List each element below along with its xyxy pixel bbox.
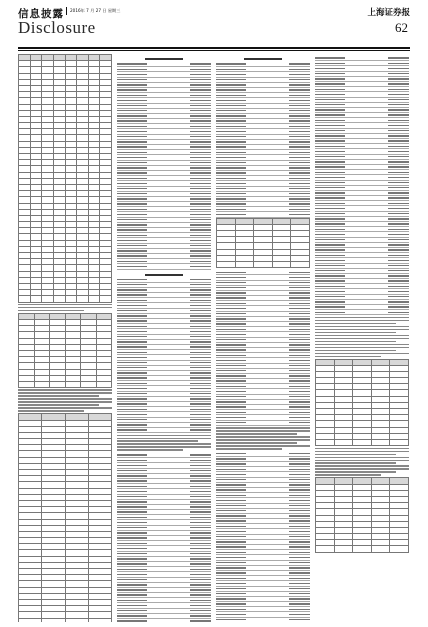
header-separator (66, 7, 67, 15)
table-title (145, 58, 183, 60)
disclosure-text (315, 317, 409, 357)
table-title (145, 274, 183, 276)
statement-rows (216, 452, 310, 622)
column-1 (18, 54, 112, 622)
section-title: 信息披露 (18, 8, 64, 20)
column-3 (216, 54, 310, 622)
detail-table (18, 413, 112, 622)
segment-table (315, 359, 409, 447)
balance-sheet-rows (216, 62, 310, 218)
summary-table (315, 477, 409, 552)
notes-text (18, 304, 112, 312)
balance-sheet-rows (117, 62, 211, 270)
newspaper-masthead: 上海证券报 (367, 8, 410, 18)
header-rule (18, 47, 410, 49)
footnote-text (315, 448, 409, 476)
summary-table (18, 313, 112, 388)
statement-rows (216, 270, 310, 426)
notes-text (216, 427, 310, 449)
page-number: 62 (395, 20, 408, 35)
table-title (244, 58, 282, 60)
income-statement-rows (117, 278, 211, 434)
notes-text (117, 435, 211, 452)
statement-rows (315, 56, 409, 315)
indicator-table (216, 218, 310, 269)
header-rule-thin (18, 50, 410, 51)
disclosure-text (18, 389, 112, 411)
column-4 (315, 54, 409, 622)
issue-date: 2016年 7 月 27 日 星期三 (70, 8, 121, 13)
section-title-english: Disclosure (18, 18, 96, 37)
cash-flow-rows (117, 453, 211, 622)
holdings-table (18, 54, 112, 303)
column-2 (117, 54, 211, 622)
